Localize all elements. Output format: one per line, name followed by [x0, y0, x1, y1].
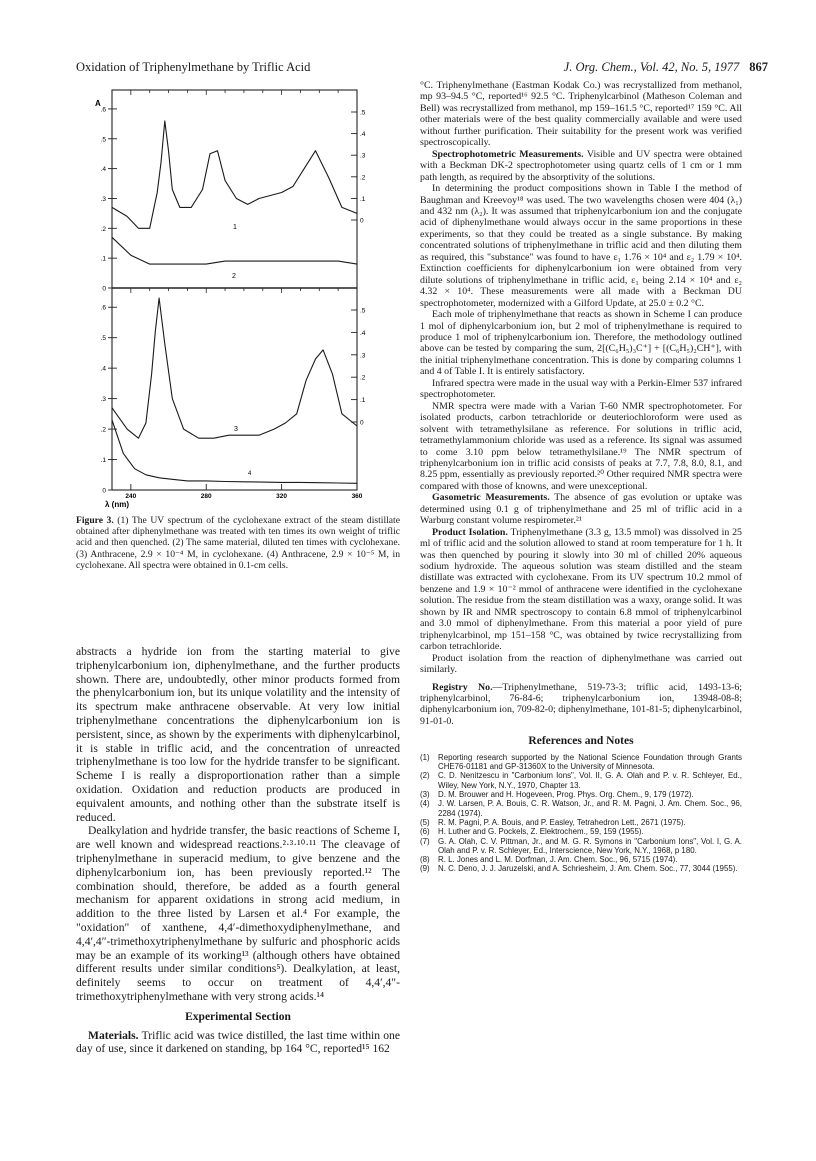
reference-number: (2) [420, 771, 430, 781]
curve-label-2: 2 [232, 273, 236, 280]
figure-caption [76, 515, 400, 571]
registry-paragraph [420, 682, 742, 728]
left-tick-label: .5 [100, 136, 106, 144]
right-tick-label: .5 [360, 307, 366, 315]
x-tick-label: 280 [200, 493, 212, 500]
reference-item [420, 790, 742, 799]
reference-item [420, 771, 742, 790]
paragraph-text: Visible and UV spectra were obtained with a Beckman DK-2 spectrophotometer using quartz cells of 1 cm or 1 mm path length, as required by the absorptivity of the solutions. [420, 148, 743, 183]
x-tick-label: 240 [125, 493, 137, 500]
reference-item [420, 753, 742, 772]
x-axis-label: λ (nm) [105, 500, 129, 509]
right-tick-label: .2 [360, 374, 366, 382]
body-paragraph: In determining the product compositions shown in Table I the method of Baughman and Kreevoy¹⁸ was used. The two wavelengths chosen were 404 (λ₁) and 432 nm (λ₂). It was assumed that triphenylcarbonium ion and the conjugate acid of diphenylmethane would always occur in the same proportions in these experiments, so that they could be treated as a single substance. By making concentrated solutions of triphenylmethane in triflic acid and then diluting them as required, this "substance" was found to have ε₁ 1.76 × 10⁴ and ε₂ 1.79 × 10⁴. Extinction coefficients for diphenylcarbonium ion were obtained from very dilute solutions of triphenylmethane in triflic acid, ε₁ being 2.14 × 10⁴ and ε₂ 4.32 × 10⁴. These measurements were all made with a Beckman DU spectrophotometer, modernized with a Gilford Update, at 25.0 ± 0.2 °C. [420, 183, 742, 309]
x-tick-label: 320 [276, 493, 288, 500]
reference-item [420, 855, 742, 864]
right-tick-label: 0 [360, 419, 364, 427]
reference-text: J. W. Larsen, P. A. Bouis, C. R. Watson, Jr., and R. M. Pagni, J. Am. Chem. Soc., 96, 2284 (1974). [438, 799, 742, 818]
right-tick-label: .3 [360, 152, 366, 160]
figure-frame [108, 90, 357, 490]
spectrophotometric-paragraph [420, 149, 742, 183]
reference-text: R. L. Jones and L. M. Dorfman, J. Am. Chem. Soc., 96, 5715 (1974). [438, 855, 678, 865]
spectrum-curve-3 [112, 298, 357, 438]
reference-number: (5) [420, 817, 430, 827]
curve-label-3: 3 [234, 426, 238, 433]
reference-number: (4) [420, 799, 430, 809]
paragraph-text: —Triphenylmethane, 519-73-3; triflic acid, 1493-13-6; triphenylcarbinol, 76-84-6; triphenylcarbonium ion, 13948-08-8; diphenylcarbonium ion, 709-82-0; diphenylmethane, 101-81-5; diphenylcarbinol, 91-01-0. [420, 681, 742, 727]
paragraph-text: The absence of gas evolution or uptake was determined using 0.1 g of triphenylmethane and 25 ml of triflic acid in a Warburg constant volume respirometer.²¹ [420, 492, 742, 527]
left-tick-label: 0 [102, 487, 106, 495]
left-tick-label: 0 [102, 285, 106, 293]
reference-number: (7) [420, 836, 430, 846]
right-column [420, 80, 742, 874]
reference-list [420, 753, 742, 874]
reference-text: G. A. Olah, C. V. Pittman, Jr., and M. G. R. Symons in "Carbonium Ions", Vol. I, G. A. Olah and P. v. R. Schleyer, Ed., Interscience, New York, N.Y., 1968, p 180. [438, 836, 742, 855]
x-tick-label: 360 [351, 493, 363, 500]
body-paragraph: °C. Triphenylmethane (Eastman Kodak Co.) was recrystallized from methanol, mp 93–94.5 °C, reported¹⁶ 92.5 °C. Triphenylcarbinol (Matheson Coleman and Bell) was recrystallized from methanol, mp 159–161.5 °C, reported¹⁷ 159 °C. All other materials were of the best quality commercially available and were used without further purification. Their suitability for the present work was verified spectroscopically. [420, 80, 742, 149]
right-tick-label: 0 [360, 217, 364, 225]
right-tick-label: .2 [360, 174, 366, 182]
left-tick-label: .5 [100, 335, 106, 343]
materials-paragraph [76, 1029, 400, 1057]
right-tick-label: .5 [360, 109, 366, 117]
curve-label-1: 1 [233, 224, 237, 231]
running-header-title: Oxidation of Triphenylmethane by Triflic Acid [76, 60, 311, 74]
right-tick-label: .3 [360, 352, 366, 360]
running-header-journal [564, 60, 768, 75]
reference-number: (3) [420, 790, 430, 800]
gasometric-paragraph [420, 492, 742, 526]
run-in-heading: Product Isolation. [432, 526, 508, 538]
left-tick-label: .4 [100, 365, 106, 373]
section-heading: Experimental Section [185, 1010, 291, 1023]
body-paragraph: NMR spectra were made with a Varian T-60 NMR spectrophotometer. For isolated products, carbon tetrachloride or deuteriochloroform were used as solvent with tetramethylsilane as reference. For solutions in triflic acid, tetramethylammonium chloride was used as a reference. Its signal was assumed to come 3.10 ppm below tetramethylsilane.¹⁹ The NMR spectrum of triphenylcarbonium ion in triflic acid consists of peaks at 7.7, 7.8, 8.0, 8.1, and 8.25 ppm, essentially as previously reported.²⁰ Other required NMR spectra were compared with those of knowns, and were unexceptional. [420, 400, 742, 492]
reference-item [420, 799, 742, 818]
reference-text: H. Luther and G. Pockels, Z. Elektrochem., 59, 159 (1955). [438, 827, 644, 837]
reference-text: R. M. Pagni, P. A. Bouis, and P. Easley, Tetrahedron Lett., 2671 (1975). [438, 817, 686, 827]
run-in-heading: Gasometric Measurements. [432, 492, 550, 504]
reference-text: N. C. Deno, J. J. Jaruzelski, and A. Schriesheim, J. Am. Chem. Soc., 77, 3044 (1955). [438, 864, 738, 874]
right-tick-label: .1 [360, 195, 366, 203]
references-heading: References and Notes [528, 735, 634, 748]
spectrum-curve-1 [112, 121, 357, 228]
reference-number: (9) [420, 864, 430, 874]
reference-text: C. D. Nenitzescu in "Carbonium Ions", Vol. II, G. A. Olah and P. v. R. Schleyer, Ed., Wiley, New York, N.Y., 1970, Chapter 13. [438, 771, 742, 790]
left-tick-label: .4 [100, 166, 106, 174]
reference-item [420, 864, 742, 873]
right-tick-label: .4 [360, 329, 366, 337]
figure-caption-text: (1) The UV spectrum of the cyclohexane extract of the steam distillate obtained after diphenylmethane was treated with ten times its own weight of triflic acid and then quenched. (2) The same material, diluted ten times with cyclohexane. (3) Anthracene, 2.9 × 10⁻⁴ M, in cyclohexane. (4) Anthracene, 2.9 × 10⁻⁵ M, in cyclohexane. All spectra were obtained in 0.1-cm cells. [76, 515, 400, 571]
left-tick-label: .1 [100, 457, 106, 465]
left-tick-label: .6 [100, 106, 106, 114]
left-tick-label: .2 [100, 225, 106, 233]
left-column-body [76, 645, 400, 1056]
left-tick-label: .3 [100, 195, 106, 203]
reference-number: (1) [420, 752, 430, 762]
right-tick-label: .4 [360, 131, 366, 139]
page-number: 867 [749, 60, 768, 74]
run-in-heading: Materials. [88, 1028, 139, 1042]
body-paragraph: Infrared spectra were made in the usual way with a Perkin-Elmer 537 infrared spectrophotometer. [420, 377, 742, 401]
reference-number: (8) [420, 855, 430, 865]
reference-item [420, 818, 742, 827]
run-in-heading: Registry No. [432, 681, 493, 693]
left-tick-label: .3 [100, 396, 106, 404]
right-tick-label: .1 [360, 397, 366, 405]
reference-item [420, 837, 742, 856]
left-tick-label: .2 [100, 426, 106, 434]
panel-label: A [95, 99, 101, 108]
axis-labels [101, 106, 366, 500]
journal-citation: J. Org. Chem., Vol. 42, No. 5, 1977 [563, 60, 740, 74]
reference-text: D. M. Brouwer and H. Hogeveen, Prog. Phys. Org. Chem., 9, 179 (1972). [438, 790, 694, 800]
body-paragraph: Each mole of triphenylmethane that reacts as shown in Scheme I can produce 1 mol of diphenylcarbonium ion, but 2 mol of triphenylmethane is required to produce 1 mol of triphenylcarbonium ion. Therefore, the methodology outlined above can be tested by comparing the sum, 2[(C₆H₅)₃C⁺] + [(C₆H₅)₂CH⁺], with the initial triphenylmethane concentration. This is done by comparing columns 1 and 4 of Table I. It is entirely satisfactory. [420, 309, 742, 378]
left-tick-label: .1 [100, 255, 106, 263]
product-isolation-paragraph [420, 527, 742, 653]
body-paragraph: abstracts a hydride ion from the starting material to give triphenylcarbonium ion, diphenylmethane, and the further products shown. There are, undoubtedly, other minor products formed from the phenylcarbonium ion, but its unique volatility and the intensity of its spectrum make anthracene observable. At very low initial triphenylmethane concentrations the diphenylcarbonium ion is persistent, since, as shown by the experiments with diphenylcarbinol, it is stable in triflic acid, and the concentration of unreacted triphenylmethane is too low for the hydride transfer to be significant. Scheme I is really a disproportionation rather than a simple oxidation. Oxidation and reduction products are produced in equivalent amounts, and nothing other than the substrate itself is reduced. [76, 645, 400, 824]
paragraph-text: Triflic acid was twice distilled, the last time within one day of use, since it darkened on standing, bp 164 °C, reported¹⁵ 162 [76, 1028, 400, 1056]
paragraph-text: Triphenylmethane (3.3 g, 13.5 mmol) was dissolved in 25 ml of triflic acid and the solution allowed to stand at room temperature for 1 h. It was then quenched by pouring it slowly into 30 ml of chilled 20% aqueous sodium hydroxide. The aqueous solution was steam distilled and the steam distillate was extracted with cyclohexane. From its UV spectrum 10.2 mmol of benzene and 1.9 × 10⁻² mmol of anthracene were identified in the cyclohexane solution. The residue from the steam distillation was a waxy, orange solid. It was shown by IR and NMR spectroscopy to contain 6.8 mmol of triphenylcarbinol and 3.0 mmol of diphenylmethane. From this material a poor yield of pure triphenylcarbinol, mp 151–158 °C, was obtained by twice recrystallizing from carbon tetrachloride. [420, 526, 742, 653]
body-paragraph: Dealkylation and hydride transfer, the basic reactions of Scheme I, are well known and widespread reactions.²·³·¹⁰·¹¹ The cleavage of triphenylmethane in superacid medium, to give benzene and the diphenylcarbonium ion, has been previously reported.¹² The combination should, therefore, be added as a fourth general mechanism for apparent oxidations in strong acid medium, in addition to the three listed by Larsen et al.⁴ For example, the "oxidation" of xanthene, 4,4′-dimethoxydiphenylmethane, and 4,4′,4″-trimethoxytriphenylmethane by sulfuric and phosphoric acids may be an example of its working¹³ (although others have obtained different results under similar conditions⁵). Dealkylation, at least, definitely seems to occur on treatment of 4,4′,4″-trimethoxytriphenylmethane with very strong acids.¹⁴ [76, 824, 400, 1003]
reference-text: Reporting research supported by the National Science Foundation through Grants CHE76-01181 and GP-31360X to the University of Minnesota. [438, 752, 742, 772]
left-tick-label: .6 [100, 304, 106, 312]
run-in-heading: Spectrophotometric Measurements. [432, 148, 584, 160]
reference-number: (6) [420, 827, 430, 837]
spectrum-curve-2 [112, 237, 357, 264]
reference-item [420, 827, 742, 836]
figure-caption-label: Figure 3. [76, 515, 114, 526]
uv-spectrum-figure [76, 80, 376, 512]
body-paragraph: Product isolation from the reaction of diphenylmethane was carried out similarly. [420, 652, 742, 676]
curve-label-4: 4 [248, 471, 252, 477]
